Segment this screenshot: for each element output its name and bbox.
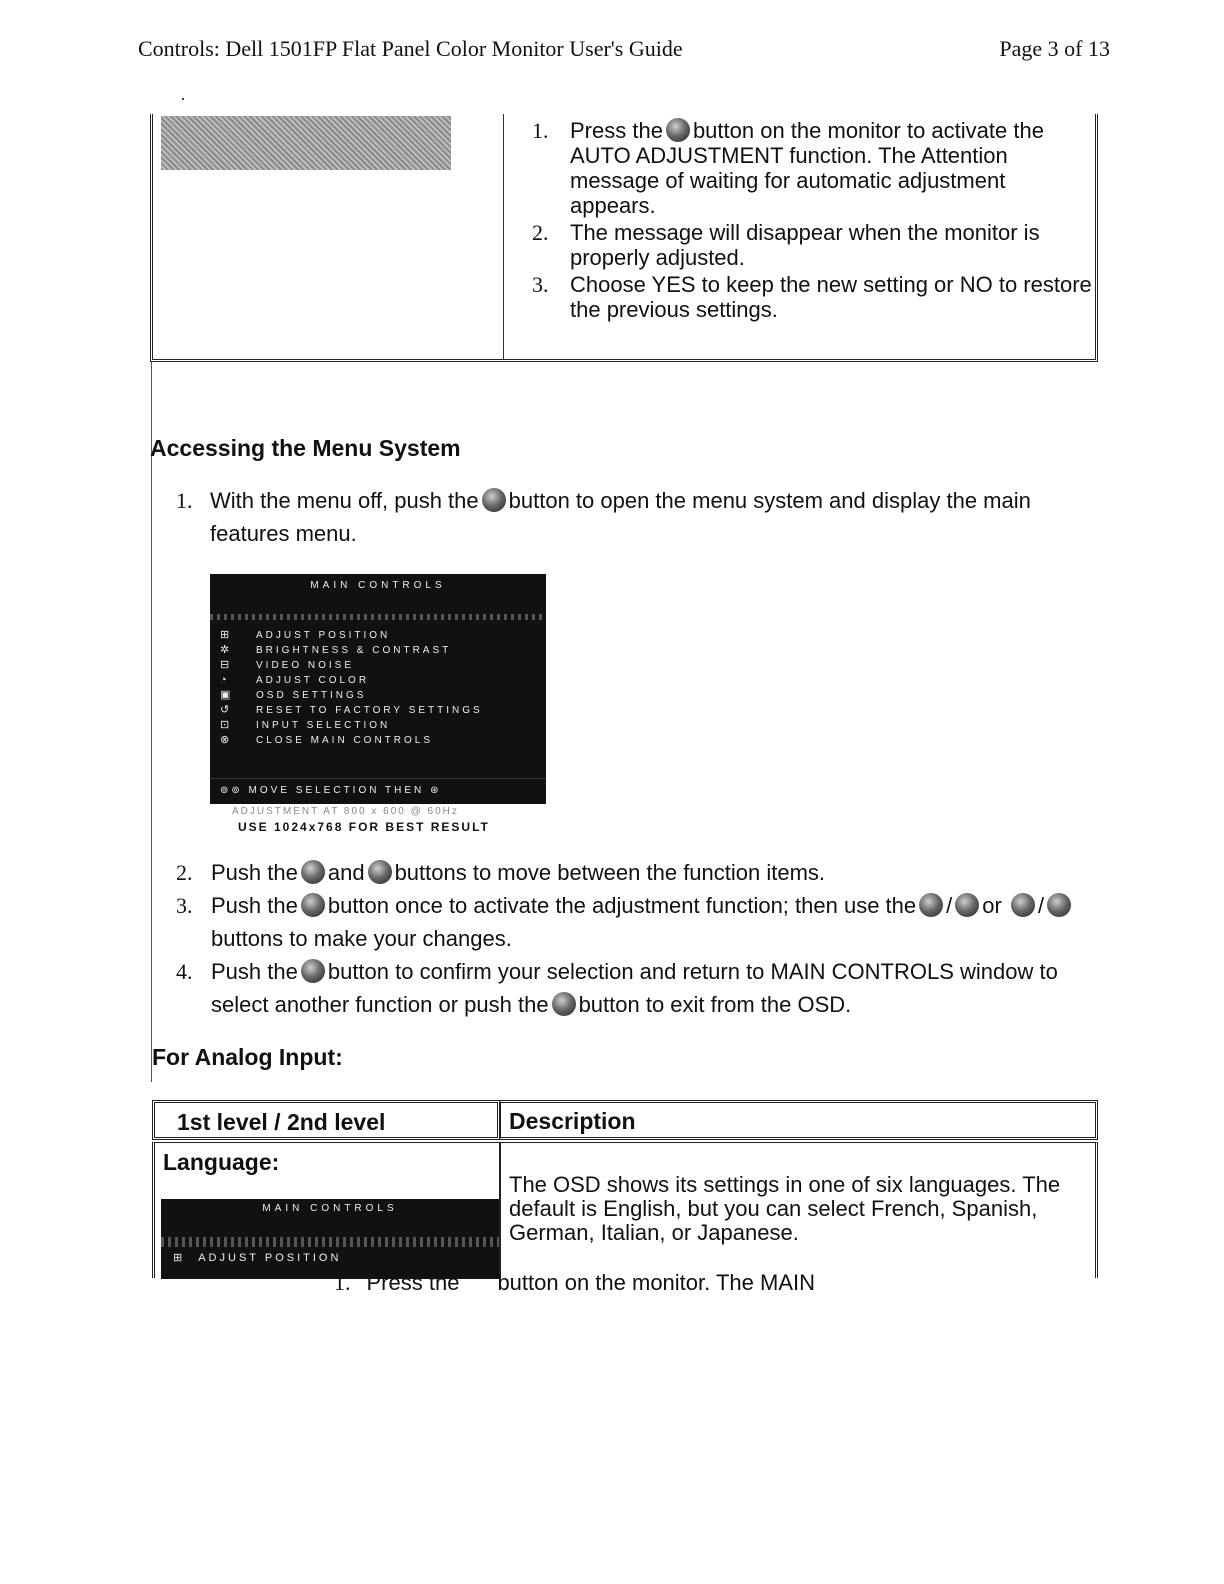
section-heading-menu: Accessing the Menu System	[150, 435, 461, 461]
auto-button-icon	[666, 118, 690, 142]
osd-item: ⊡ INPUT SELECTION	[220, 719, 391, 731]
language-label: Language:	[163, 1149, 280, 1175]
list-item: 3. Choose YES to keep the new setting or NO to restore the previous settings.	[532, 272, 1092, 322]
osd-item: ↺ RESET TO FACTORY SETTINGS	[220, 704, 483, 716]
osd-footer: ⊚⊚ MOVE SELECTION THEN ⊛	[210, 778, 546, 804]
left-button-icon	[919, 893, 943, 917]
reset-icon: ↺	[220, 704, 230, 716]
document-title: Controls: Dell 1501FP Flat Panel Color Monitor User's Guide	[138, 36, 683, 61]
osd-noise-strip	[210, 614, 546, 620]
down-button-icon	[1047, 893, 1071, 917]
position-icon: ⊞	[173, 1252, 183, 1264]
language-step: 1. Press the button on the monitor. The MAIN	[334, 1270, 815, 1295]
menu-button-icon	[301, 893, 325, 917]
list-item: 4. Push the button to confirm your selection and return to MAIN CONTROLS window to select another function or push the button to exit from the OSD.	[176, 959, 1058, 1017]
osd-item: ⊟ VIDEO NOISE	[220, 659, 355, 671]
osd-item: ⊗ CLOSE MAIN CONTROLS	[220, 734, 434, 746]
input-icon: ⊡	[220, 719, 230, 731]
mini-osd-screenshot	[161, 1199, 499, 1279]
mini-osd-title: MAIN CONTROLS	[262, 1203, 398, 1214]
menu-steps-rest	[176, 856, 1106, 1021]
osd-main-controls-screenshot	[210, 574, 546, 804]
select-icon: ⊛	[430, 785, 442, 796]
close-icon: ⊗	[220, 734, 230, 746]
table-header-description: Description	[500, 1100, 1098, 1140]
list-item: 1. Press the button on the monitor to activate the AUTO ADJUSTMENT function. The Attention message of waiting for automatic adjustment appears.	[532, 118, 1044, 218]
language-description: The OSD shows its settings in one of six languages. The default is English, but you can select French, Spanish, German, Italian, or Japanese.	[509, 1172, 1061, 1245]
osd-menu-list	[220, 628, 540, 748]
mini-osd-noise	[161, 1237, 499, 1247]
color-icon: ◔	[220, 674, 227, 686]
osd-caption: USE 1024x768 FOR BEST RESULT	[238, 820, 490, 834]
attention-message-image	[161, 116, 451, 170]
brightness-icon: ✲	[220, 644, 230, 656]
table-header-level: 1st level / 2nd level	[152, 1100, 500, 1140]
menu-button-icon	[301, 959, 325, 983]
list-item: 2. Push the and buttons to move between the function items.	[176, 860, 826, 885]
auto-adjust-steps	[532, 118, 1092, 324]
video-noise-icon: ⊟	[220, 659, 230, 671]
menu-button-icon	[482, 488, 506, 512]
osd-item: ▣ OSD SETTINGS	[220, 689, 367, 701]
up-button-icon	[1011, 893, 1035, 917]
down-button-icon	[301, 860, 325, 884]
stray-dot	[182, 98, 184, 100]
osd-item: ◔ ADJUST COLOR	[220, 674, 370, 686]
mini-osd-item: ⊞ ADJUST POSITION	[173, 1252, 342, 1264]
table-divider	[503, 114, 504, 359]
table-row-language-level	[152, 1142, 500, 1278]
osd-item: ✲ BRIGHTNESS & CONTRAST	[220, 644, 452, 656]
page-number: Page 3 of 13	[999, 36, 1110, 61]
list-item: 1. With the menu off, push the button to open the menu system and display the main features menu.	[176, 488, 1031, 546]
page-header	[138, 36, 1110, 68]
right-button-icon	[955, 893, 979, 917]
up-button-icon	[368, 860, 392, 884]
osd-settings-icon: ▣	[220, 689, 231, 701]
osd-item: ⊞ ADJUST POSITION	[220, 629, 391, 641]
list-item: 3. Push the button once to activate the adjustment function; then use the / or /buttons to make your changes.	[176, 889, 1106, 955]
osd-title: MAIN CONTROLS	[310, 580, 446, 591]
list-item: 2. The message will disappear when the monitor is properly adjusted.	[532, 220, 1040, 270]
arrows-icon: ⊚⊚	[220, 785, 243, 796]
table-row-language-description	[500, 1142, 1098, 1278]
menu-steps-first	[176, 484, 1076, 550]
section-heading-analog: For Analog Input:	[152, 1044, 343, 1070]
osd-resolution-note: ADJUSTMENT AT 800 x 600 @ 60Hz	[232, 806, 459, 817]
menu-button-icon	[552, 992, 576, 1016]
position-icon: ⊞	[220, 629, 230, 641]
left-margin-rule	[151, 362, 152, 1082]
